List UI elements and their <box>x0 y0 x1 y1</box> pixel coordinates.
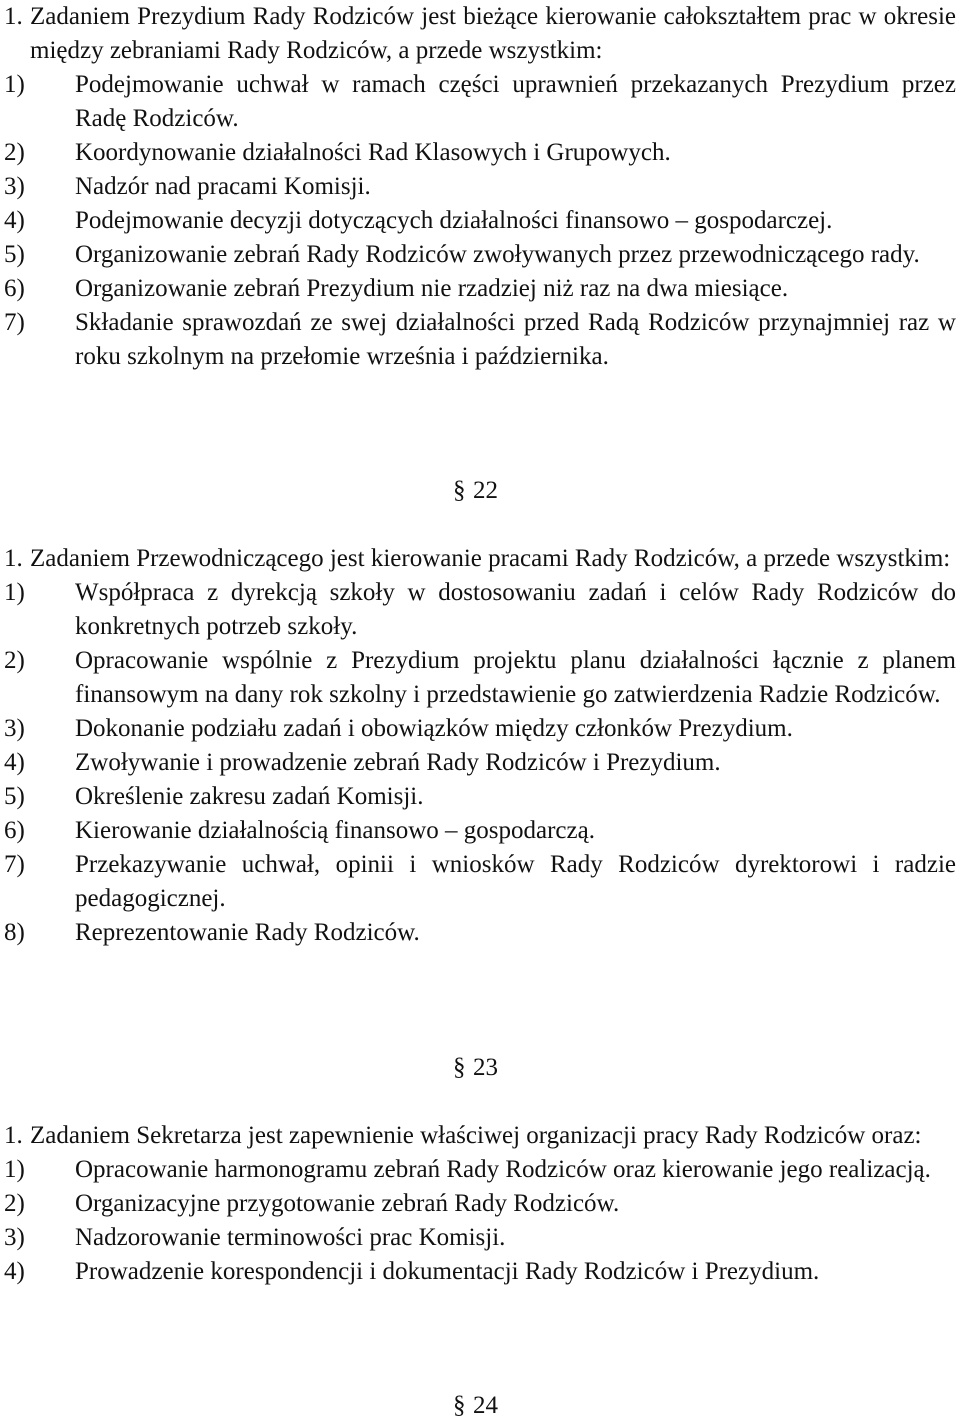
item-text: Nadzór nad pracami Komisji. <box>75 173 371 200</box>
list-item <box>4 814 956 848</box>
secretary-duties-block <box>4 1119 956 1289</box>
list-item <box>4 576 956 644</box>
item-number: 3) <box>4 173 25 200</box>
item-number: 2) <box>4 1190 25 1217</box>
section-heading-23 <box>0 1051 960 1085</box>
item-number: 1) <box>4 71 25 98</box>
intro-text: Zadaniem Prezydium Rady Rodziców jest bieżące kierowanie całokształtem prac w okresie między zebraniami Rady Rodziców, a przede wszystkim: <box>30 3 956 64</box>
item-text: Podejmowanie decyzji dotyczących działalności finansowo – gospodarczej. <box>75 207 833 234</box>
chairman-duties-block <box>4 542 956 950</box>
list-item <box>4 204 956 238</box>
list-item <box>4 1221 956 1255</box>
item-text: Reprezentowanie Rady Rodziców. <box>75 919 420 946</box>
intro-text: Zadaniem Przewodniczącego jest kierowanie pracami Rady Rodziców, a przede wszystkim: <box>30 545 951 572</box>
section-heading-24 <box>0 1389 960 1423</box>
secretary-duty-list <box>4 1153 956 1289</box>
prezydium-duties-block <box>4 0 956 374</box>
list-item <box>4 780 956 814</box>
item-text: Organizowanie zebrań Rady Rodziców zwoływanych przez przewodniczącego rady. <box>75 241 920 268</box>
prezydium-duty-list <box>4 68 956 374</box>
item-text: Określenie zakresu zadań Komisji. <box>75 783 424 810</box>
list-item <box>4 170 956 204</box>
prezydium-intro <box>4 0 956 68</box>
item-number: 6) <box>4 275 25 302</box>
item-number: 4) <box>4 749 25 776</box>
intro-number: 1. <box>4 545 23 572</box>
list-item <box>4 848 956 916</box>
intro-number: 1. <box>4 1122 23 1149</box>
item-number: 8) <box>4 919 25 946</box>
item-text: Koordynowanie działalności Rad Klasowych i Grupowych. <box>75 139 671 166</box>
section-sign: § <box>453 1054 466 1081</box>
list-item <box>4 916 956 950</box>
item-number: 1) <box>4 579 25 606</box>
intro-text: Zadaniem Sekretarza jest zapewnienie właściwej organizacji pracy Rady Rodziców oraz: <box>30 1122 922 1149</box>
item-number: 4) <box>4 1258 25 1285</box>
item-number: 5) <box>4 241 25 268</box>
list-item <box>4 306 956 374</box>
section-sign: § <box>453 1392 466 1419</box>
item-number: 7) <box>4 851 25 878</box>
chairman-duty-list <box>4 576 956 950</box>
list-item <box>4 746 956 780</box>
list-item <box>4 712 956 746</box>
section-heading-22 <box>0 474 960 508</box>
list-item <box>4 238 956 272</box>
item-number: 5) <box>4 783 25 810</box>
item-text: Dokonanie podziału zadań i obowiązków między członków Prezydium. <box>75 715 793 742</box>
item-text: Współpraca z dyrekcją szkoły w dostosowaniu zadań i celów Rady Rodziców do konkretnych potrzeb szkoły. <box>75 579 956 640</box>
item-text: Zwoływanie i prowadzenie zebrań Rady Rodziców i Prezydium. <box>75 749 721 776</box>
item-number: 2) <box>4 647 25 674</box>
item-text: Nadzorowanie terminowości prac Komisji. <box>75 1224 506 1251</box>
item-number: 3) <box>4 1224 25 1251</box>
list-item <box>4 1187 956 1221</box>
item-text: Przekazywanie uchwał, opinii i wniosków Rady Rodziców dyrektorowi i radzie pedagogicznej. <box>75 851 956 912</box>
item-text: Opracowanie wspólnie z Prezydium projektu planu działalności łącznie z planem finansowym na dany rok szkolny i przedstawienie go zatwierdzenia Radzie Rodziców. <box>75 647 956 708</box>
list-item <box>4 644 956 712</box>
item-text: Organizowanie zebrań Prezydium nie rzadziej niż raz na dwa miesiące. <box>75 275 789 302</box>
section-number: 22 <box>473 477 498 504</box>
secretary-intro <box>4 1119 956 1153</box>
section-sign: § <box>453 477 466 504</box>
section-number: 23 <box>473 1054 498 1081</box>
item-text: Prowadzenie korespondencji i dokumentacji Rady Rodziców i Prezydium. <box>75 1258 820 1285</box>
section-number: 24 <box>473 1392 498 1419</box>
item-text: Podejmowanie uchwał w ramach części uprawnień przekazanych Prezydium przez Radę Rodziców. <box>75 71 956 132</box>
item-number: 3) <box>4 715 25 742</box>
list-item <box>4 1153 956 1187</box>
list-item <box>4 272 956 306</box>
list-item <box>4 1255 956 1289</box>
item-number: 1) <box>4 1156 25 1183</box>
list-item <box>4 136 956 170</box>
item-number: 6) <box>4 817 25 844</box>
item-text: Kierowanie działalnością finansowo – gospodarczą. <box>75 817 595 844</box>
item-number: 2) <box>4 139 25 166</box>
item-text: Składanie sprawozdań ze swej działalności przed Radą Rodziców przynajmniej raz w roku szkolnym na przełomie września i października. <box>75 309 956 370</box>
item-text: Organizacyjne przygotowanie zebrań Rady Rodziców. <box>75 1190 620 1217</box>
list-item <box>4 68 956 136</box>
item-text: Opracowanie harmonogramu zebrań Rady Rodziców oraz kierowanie jego realizacją. <box>75 1156 931 1183</box>
item-number: 7) <box>4 309 25 336</box>
item-number: 4) <box>4 207 25 234</box>
intro-number: 1. <box>4 3 23 30</box>
chairman-intro <box>4 542 956 576</box>
